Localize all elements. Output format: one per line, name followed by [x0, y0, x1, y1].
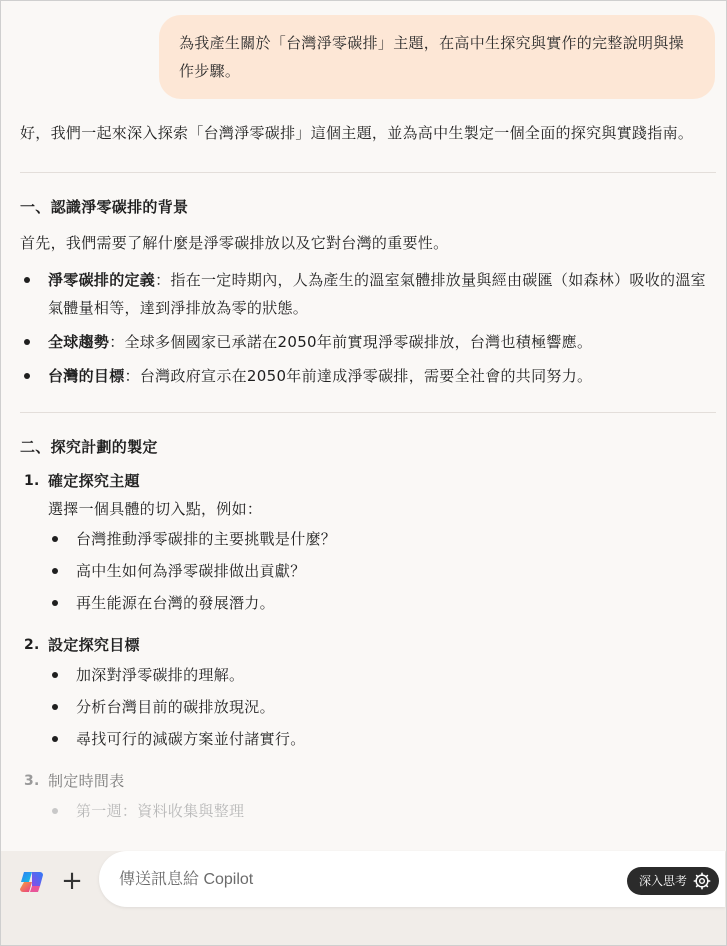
user-message-bubble: 為我產生關於「台灣淨零碳排」主題，在高中生探究與實作的完整說明與操作步驟。 — [159, 15, 715, 99]
sub-bullet-list — [48, 523, 716, 619]
bullet-text: ：全球多個國家已承諾在2050年前實現淨零碳排放，台灣也積極響應。 — [109, 333, 593, 351]
list-item — [48, 555, 716, 587]
section-title: 一、認識淨零碳排的背景 — [20, 198, 189, 216]
deep-think-label: 深入思考 — [638, 874, 687, 888]
bullet-dot — [24, 339, 30, 345]
bullet-dot — [52, 704, 58, 710]
bullet-text: 加深對淨零碳排的理解。 — [76, 666, 245, 684]
bullet-dot — [52, 600, 58, 606]
list-item — [48, 659, 716, 691]
bullet-text: 尋找可行的減碳方案並付諸實行。 — [76, 730, 306, 748]
step-item — [20, 631, 716, 755]
bullet-list — [20, 266, 716, 390]
step-title: 確定探究主題 — [48, 472, 140, 490]
list-item — [20, 362, 716, 390]
step-number: 3. — [24, 773, 40, 789]
bullet-text: ：台灣政府宣示在2050年前達成淨零碳排，需要全社會的共同努力。 — [124, 367, 593, 385]
bullet-dot — [24, 373, 30, 379]
plus-icon: + — [61, 866, 83, 896]
bullet-text: ：指在一定時期內，人為產生的溫室氣體排放量與經由碳匯（如森林）吸收的溫室氣體量相等，達到淨排放為零的狀態。 — [48, 271, 706, 317]
bullet-dot — [52, 568, 58, 574]
section-lead: 首先，我們需要了解什麼是淨零碳排放以及它對台灣的重要性。 — [20, 234, 449, 252]
list-item — [48, 587, 716, 619]
list-item — [20, 328, 716, 356]
step-item — [20, 767, 716, 827]
step-item — [20, 467, 716, 619]
list-item — [48, 691, 716, 723]
bullet-label: 淨零碳排的定義 — [48, 271, 156, 289]
numbered-list — [20, 467, 716, 827]
bullet-text: 分析台灣目前的碳排放現況。 — [76, 698, 275, 716]
message-input[interactable] — [117, 865, 601, 895]
sub-bullet-list — [48, 659, 716, 755]
step-lead: 選擇一個具體的切入點，例如： — [48, 500, 263, 518]
message-input-container — [99, 851, 725, 907]
gear-icon — [693, 872, 711, 890]
bullet-dot — [52, 808, 58, 814]
step-title: 制定時間表 — [48, 772, 125, 790]
bullet-label: 台灣的目標 — [48, 367, 125, 385]
bullet-text: 高中生如何為淨零碳排做出貢獻？ — [76, 562, 306, 580]
bullet-label: 全球趨勢 — [48, 333, 110, 351]
bullet-dot — [52, 672, 58, 678]
list-item — [20, 266, 716, 322]
section-title: 二、探究計劃的製定 — [20, 438, 158, 456]
bullet-text: 再生能源在台灣的發展潛力。 — [76, 594, 275, 612]
bullet-dot — [24, 277, 30, 283]
assistant-intro: 好，我們一起來深入探索「台灣淨零碳排」這個主題，並為高中生製定一個全面的探究與實踐指南。 — [20, 124, 694, 142]
bullet-dot — [52, 736, 58, 742]
step-number: 1. — [24, 473, 40, 489]
list-item — [48, 723, 716, 755]
bullet-dot — [52, 536, 58, 542]
list-item — [48, 523, 716, 555]
user-message-row — [159, 15, 715, 99]
add-button[interactable] — [59, 867, 85, 895]
bullet-text: 第一週：資料收集與整理 — [76, 802, 245, 820]
assistant-message — [20, 119, 716, 827]
composer-bar — [1, 851, 726, 945]
step-title: 設定探究目標 — [48, 636, 140, 654]
deep-think-button[interactable] — [627, 867, 719, 895]
bullet-text: 台灣推動淨零碳排的主要挑戰是什麼？ — [76, 530, 337, 548]
copilot-logo-icon[interactable] — [18, 868, 46, 896]
step-number: 2. — [24, 637, 40, 653]
